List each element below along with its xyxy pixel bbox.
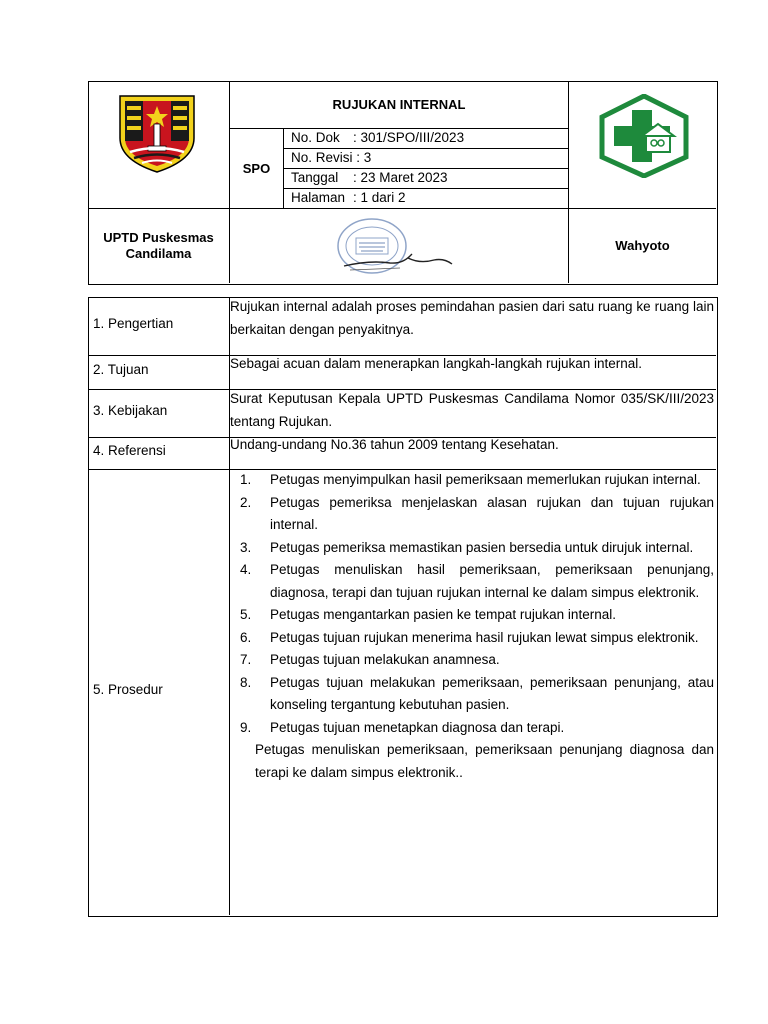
official-stamp-signature — [330, 214, 470, 278]
document-title: RUJUKAN INTERNAL — [332, 97, 466, 112]
procedure-step-number: 3. — [240, 539, 252, 555]
section-text-tujuan: Sebagai acuan dalam menerapkan langkah-langkah rujukan internal. — [230, 356, 643, 371]
procedure-list — [230, 469, 714, 784]
procedure-step — [230, 649, 714, 672]
section-text-referensi: Undang-undang No.36 tahun 2009 tentang Kesehatan. — [230, 437, 559, 452]
procedure-step-number: 1. — [240, 472, 252, 487]
procedure-step-text: Petugas pemeriksa menjelaskan alasan rujukan dan tujuan rujukan internal. — [270, 494, 714, 532]
meta-revision: No. Revisi : 3 — [291, 150, 372, 165]
procedure-step-text: Petugas tujuan melakukan pemeriksaan, pemeriksaan penunjang, atau konseling tergantung kebutuhan pasien. — [270, 674, 714, 712]
section-label-pengertian: 1. Pengertian — [93, 316, 174, 331]
procedure-step-number: 2. — [240, 494, 252, 510]
procedure-step-text: Petugas mengantarkan pasien ke tempat rujukan internal. — [270, 607, 616, 622]
procedure-step-number: 8. — [240, 674, 252, 690]
city-emblem-logo — [116, 94, 198, 174]
procedure-step-number: 9. — [240, 719, 252, 735]
procedure-step — [230, 604, 714, 627]
procedure-step-text: Petugas tujuan rujukan menerima hasil rujukan lewat simpus elektronik. — [270, 629, 699, 645]
procedure-step-text: Petugas tujuan melakukan anamnesa. — [270, 652, 500, 667]
procedure-step — [230, 627, 714, 650]
procedure-step — [230, 492, 714, 537]
section-text-kebijakan: Surat Keputusan Kepala UPTD Puskesmas Candilama Nomor 035/SK/III/2023 tentang Rujukan. — [230, 391, 714, 429]
procedure-step-text: Petugas menuliskan hasil pemeriksaan, pemeriksaan penunjang, diagnosa, terapi dan tujuan rujukan internal ke dalam simpus elektronik. — [270, 562, 714, 600]
procedure-step-text: Petugas menyimpulkan hasil pemeriksaan memerlukan rujukan internal. — [270, 472, 701, 487]
procedure-step-number: 5. — [240, 607, 252, 622]
meta-page: Halaman : 1 dari 2 — [291, 190, 406, 205]
procedure-step-number: 4. — [240, 562, 252, 577]
procedure-step-number: 6. — [240, 629, 252, 645]
procedure-step — [230, 559, 714, 604]
section-label-kebijakan: 3. Kebijakan — [93, 403, 168, 418]
procedure-step — [230, 469, 714, 492]
signatory-name: Wahyoto — [615, 238, 670, 253]
meta-date: Tanggal : 23 Maret 2023 — [291, 170, 448, 185]
procedure-closing: Petugas menuliskan pemeriksaan, pemeriksaan penunjang diagnosa dan terapi ke dalam simpus elektronik.. — [255, 742, 714, 780]
section-label-prosedur: 5. Prosedur — [93, 682, 163, 697]
organization-name: UPTD Puskesmas Candilama — [103, 230, 214, 261]
procedure-step — [230, 537, 714, 560]
procedure-step-text: Petugas pemeriksa memastikan pasien bersedia untuk dirujuk internal. — [270, 539, 694, 555]
section-text-pengertian: Rujukan internal adalah proses pemindahan pasien dari satu ruang ke ruang lain berkaitan dengan penyakitnya. — [230, 299, 714, 337]
procedure-step-number: 7. — [240, 652, 252, 667]
meta-doc-number: No. Dok : 301/SPO/III/2023 — [291, 130, 465, 145]
procedure-step-text: Petugas tujuan menetapkan diagnosa dan terapi. — [270, 719, 565, 735]
section-label-tujuan: 2. Tujuan — [93, 362, 149, 377]
puskesmas-logo — [598, 94, 690, 178]
procedure-step — [230, 672, 714, 717]
section-label-referensi: 4. Referensi — [93, 443, 166, 458]
procedure-step — [230, 717, 714, 740]
spo-label: SPO — [242, 161, 271, 176]
